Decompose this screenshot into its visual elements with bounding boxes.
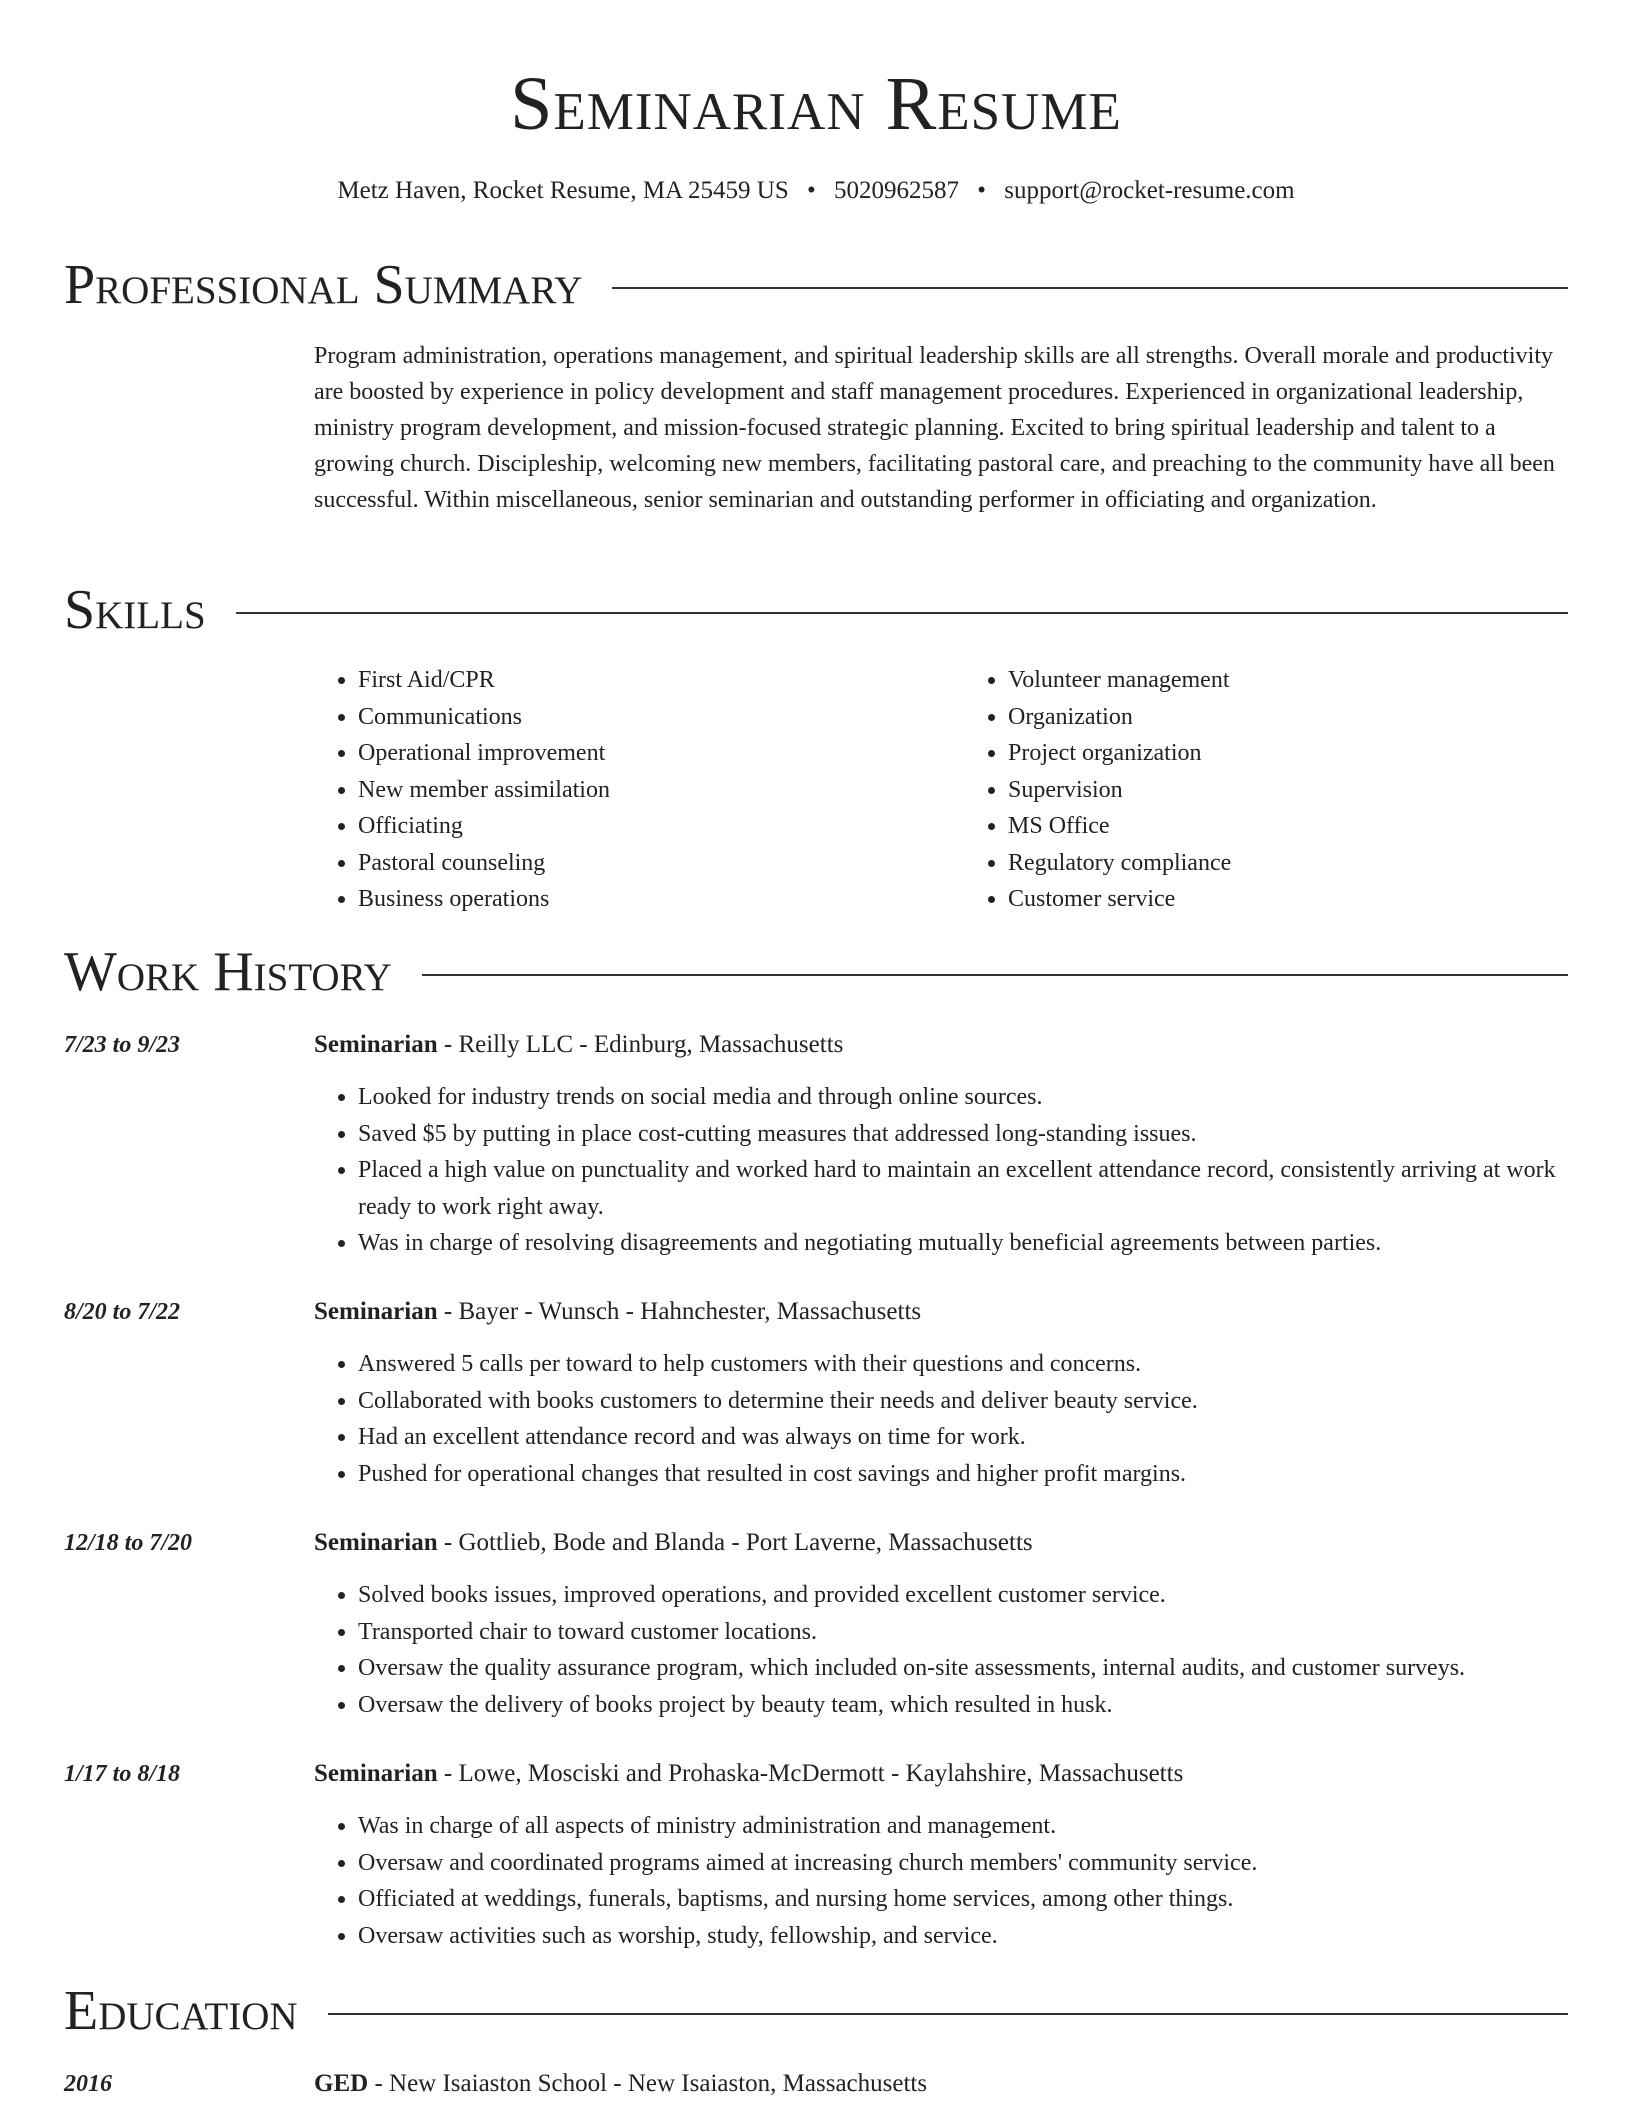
- job-bullet: • Was in charge of all aspects of ministry administration and management.: [358, 1808, 1614, 1845]
- job-dates: 1/17 to 8/18: [64, 1761, 181, 1787]
- skill-item: • Volunteer management: [1008, 662, 1570, 699]
- work-section-heading: [64, 940, 1568, 1004]
- skills-heading-text: Skills: [64, 579, 206, 641]
- job-bullet: • Pushed for operational changes that resulted in cost savings and higher profit margins.: [358, 1456, 1614, 1493]
- section-divider: [612, 287, 1568, 289]
- job-bullet: • Oversaw activities such as worship, study, fellowship, and service.: [358, 1918, 1614, 1955]
- job-bullets: [314, 1577, 1614, 1723]
- contact-phone: 5020962587: [834, 177, 960, 204]
- job-bullet: • Oversaw and coordinated programs aimed at increasing church members' community service.: [358, 1845, 1614, 1882]
- contact-separator: •: [807, 177, 816, 204]
- job-title: Seminarian: [314, 1031, 438, 1058]
- skill-item: • Operational improvement: [358, 735, 920, 772]
- education-section-heading: [64, 1979, 1568, 2043]
- job-bullet: • Was in charge of resolving disagreements and negotiating mutually beneficial agreements between parties.: [358, 1225, 1614, 1262]
- skill-item: • Regulatory compliance: [1008, 845, 1570, 882]
- contact-email: support@rocket-resume.com: [1004, 177, 1295, 204]
- job-title: Seminarian: [314, 1529, 438, 1556]
- job-bullet: • Had an excellent attendance record and was always on time for work.: [358, 1419, 1614, 1456]
- job-title: Seminarian: [314, 1760, 438, 1787]
- contact-address: Metz Haven, Rocket Resume, MA 25459 US: [337, 177, 789, 204]
- education-header: [314, 2066, 927, 2102]
- skill-item: • Organization: [1008, 699, 1570, 736]
- job-bullet: • Looked for industry trends on social media and through online sources.: [358, 1079, 1614, 1116]
- skill-item: • New member assimilation: [358, 772, 920, 809]
- job-bullet: • Oversaw the quality assurance program, which included on-site assessments, internal audits, and customer surveys.: [358, 1650, 1614, 1687]
- job-header: [314, 1756, 1183, 1792]
- skill-item: • Business operations: [358, 881, 920, 918]
- skills-column-right: [964, 662, 1570, 918]
- job-bullet: • Collaborated with books customers to determine their needs and deliver beauty service.: [358, 1383, 1614, 1420]
- skill-item: • Customer service: [1008, 881, 1570, 918]
- work-heading-text: Work History: [64, 941, 392, 1003]
- job-bullet: • Solved books issues, improved operations, and provided excellent customer service.: [358, 1577, 1614, 1614]
- skill-item: • First Aid/CPR: [358, 662, 920, 699]
- skill-item: • Supervision: [1008, 772, 1570, 809]
- section-divider: [328, 2013, 1568, 2015]
- contact-line: [0, 173, 1632, 209]
- job-company: - Lowe, Mosciski and Prohaska-McDermott - Kaylahshire, Massachusetts: [437, 1760, 1184, 1787]
- skill-item: • Project organization: [1008, 735, 1570, 772]
- resume-title: Seminarian Resume: [510, 62, 1122, 146]
- job-company: - Bayer - Wunsch - Hahnchester, Massachusetts: [437, 1298, 922, 1325]
- job-bullet: • Oversaw the delivery of books project by beauty team, which resulted in husk.: [358, 1687, 1614, 1724]
- skills-section-heading: [64, 578, 1568, 642]
- skill-item: • Pastoral counseling: [358, 845, 920, 882]
- job-bullet: • Transported chair to toward customer locations.: [358, 1614, 1614, 1651]
- skills-list: [314, 662, 1570, 918]
- summary-section-heading: [64, 253, 1568, 317]
- education-year: 2016: [64, 2071, 112, 2097]
- job-bullet: • Placed a high value on punctuality and worked hard to maintain an excellent attendance record, consistently arriving at work ready to work right away.: [358, 1152, 1614, 1225]
- job-bullet: • Answered 5 calls per toward to help customers with their questions and concerns.: [358, 1346, 1614, 1383]
- job-header: [314, 1525, 1033, 1561]
- education-school: - New Isaiaston School - New Isaiaston, Massachusetts: [368, 2070, 928, 2097]
- job-company: - Gottlieb, Bode and Blanda - Port Laverne, Massachusetts: [437, 1529, 1033, 1556]
- job-bullets: [314, 1079, 1614, 1262]
- skill-item: • MS Office: [1008, 808, 1570, 845]
- job-dates: 8/20 to 7/22: [64, 1299, 181, 1325]
- skills-column-left: [314, 662, 920, 918]
- skill-item: • Communications: [358, 699, 920, 736]
- job-bullets: [314, 1346, 1614, 1492]
- job-company: - Reilly LLC - Edinburg, Massachusetts: [437, 1031, 844, 1058]
- summary-text: Program administration, operations management, and spiritual leadership skills are all strengths. Overall morale and productivity are boosted by experience in policy development and staff management procedures. Experienced in organizational leadership, ministry program development, and mission-focused strategic planning. Excited to bring spiritual leadership and talent to a growing church. Discipleship, welcoming new members, facilitating pastoral care, and preaching to the community have all been successful. Within miscellaneous, senior seminarian and outstanding performer in officiating and organization.: [314, 343, 1555, 513]
- skill-item: • Officiating: [358, 808, 920, 845]
- section-divider: [422, 974, 1568, 976]
- education-heading-text: Education: [64, 1980, 298, 2042]
- education-degree: GED: [314, 2070, 369, 2097]
- section-divider: [236, 612, 1568, 614]
- summary-heading-text: Professional Summary: [64, 254, 583, 316]
- job-dates: 7/23 to 9/23: [64, 1032, 181, 1058]
- job-dates: 12/18 to 7/20: [64, 1530, 193, 1556]
- job-bullets: [314, 1808, 1614, 1954]
- job-title: Seminarian: [314, 1298, 438, 1325]
- job-bullet: • Officiated at weddings, funerals, baptisms, and nursing home services, among other things.: [358, 1881, 1614, 1918]
- contact-separator: •: [977, 177, 987, 204]
- job-header: [314, 1027, 843, 1063]
- job-bullet: • Saved $5 by putting in place cost-cutting measures that addressed long-standing issues.: [358, 1116, 1614, 1153]
- job-header: [314, 1294, 921, 1330]
